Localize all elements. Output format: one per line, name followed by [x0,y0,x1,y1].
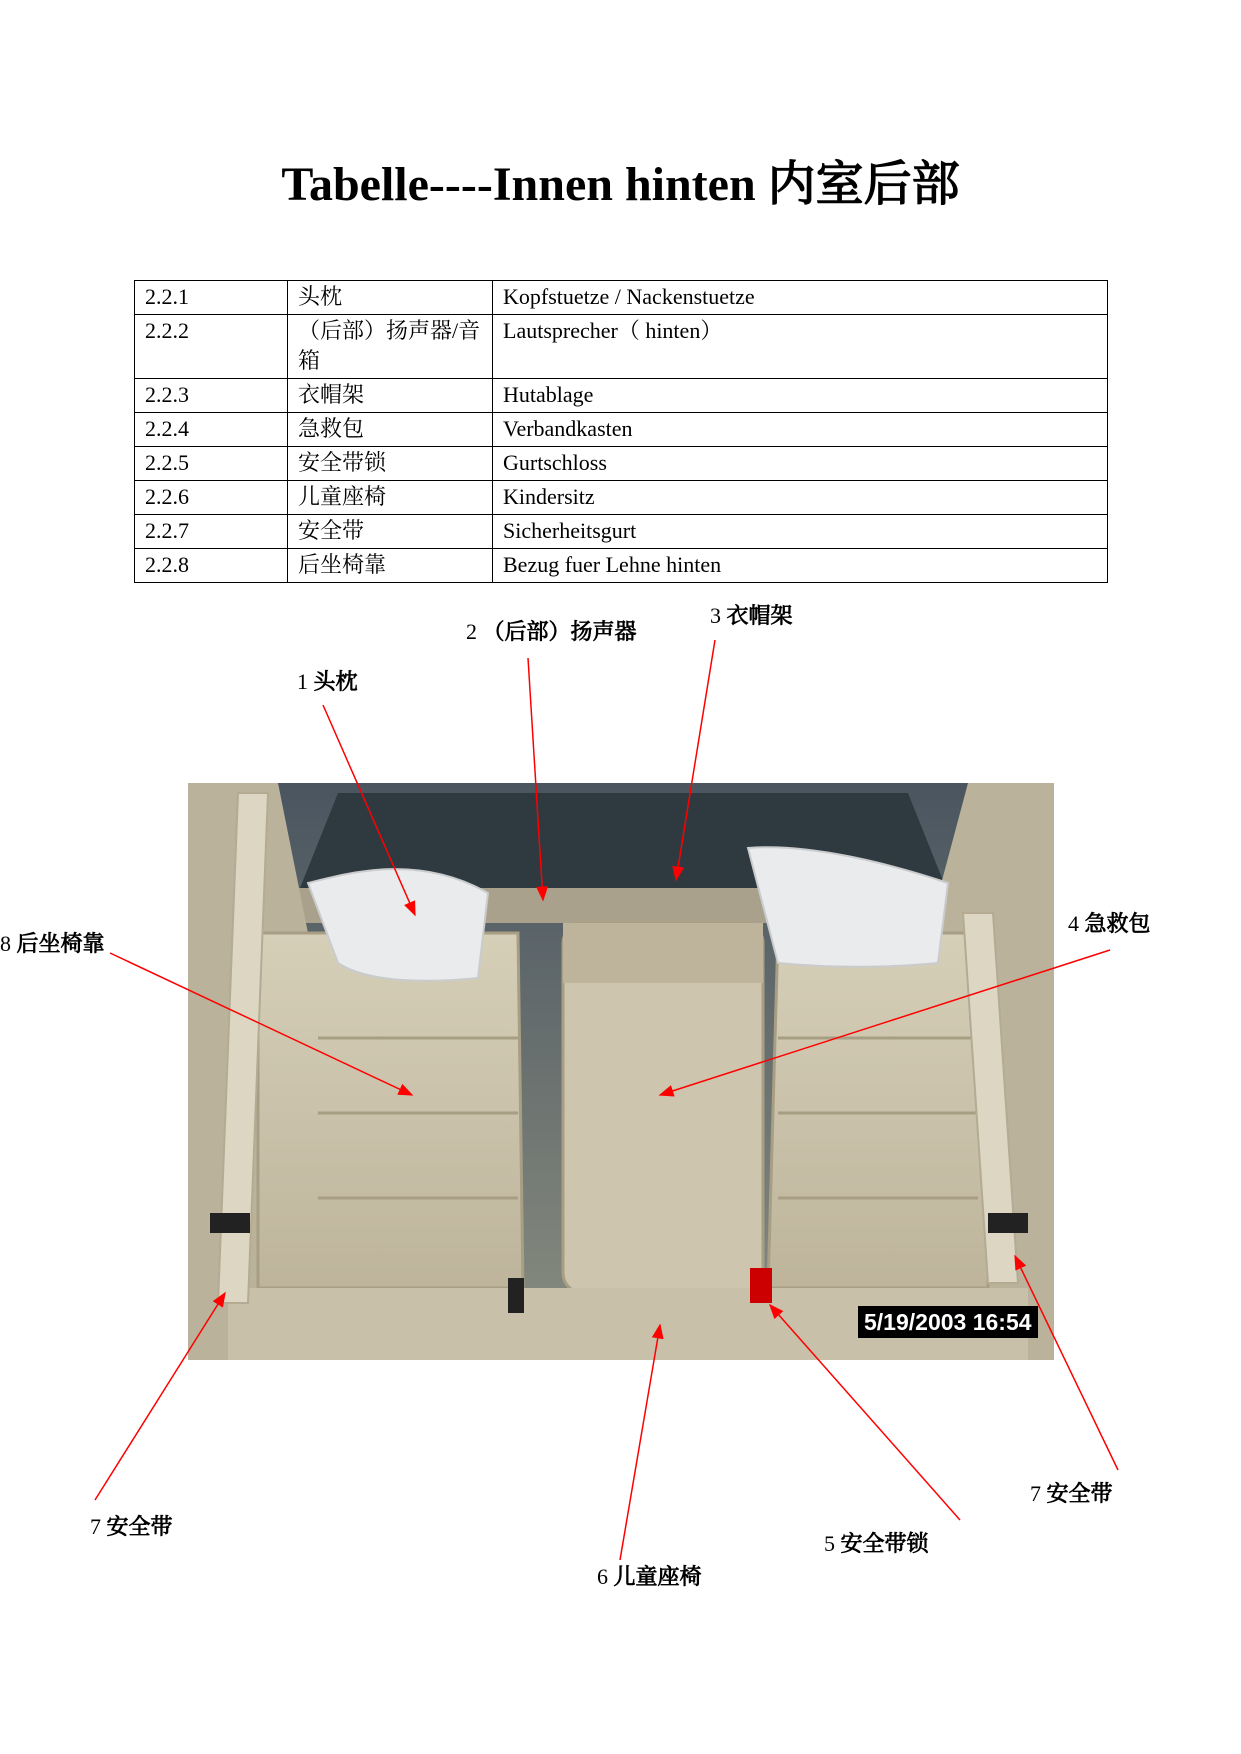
part-name-zh: 安全带锁 [288,447,493,481]
part-code: 2.2.6 [135,481,288,515]
part-name-zh: 后坐椅靠 [288,549,493,583]
part-name-de: Sicherheitsgurt [493,515,1108,549]
arrow-3 [676,640,715,880]
part-name-de: Gurtschloss [493,447,1108,481]
callout-1: 1 头枕 [297,669,358,695]
arrow-4 [660,950,1110,1095]
part-name-de: Kindersitz [493,481,1108,515]
part-name-de: Kopfstuetze / Nackenstuetze [493,281,1108,315]
callout-8: 8 后坐椅靠 [0,931,105,957]
callout-6: 6 儿童座椅 [597,1564,702,1590]
arrow-8 [110,953,412,1095]
arrow-5 [770,1305,960,1520]
arrow-1 [323,705,415,915]
part-name-de: Verbandkasten [493,413,1108,447]
part-name-de: Lautsprecher（ hinten） [493,315,1108,379]
part-name-zh: 衣帽架 [288,379,493,413]
part-code: 2.2.5 [135,447,288,481]
callout-4: 4 急救包 [1068,911,1151,937]
part-code: 2.2.4 [135,413,288,447]
callout-7-right: 7 安全带 [1030,1481,1113,1507]
part-code: 2.2.1 [135,281,288,315]
part-name-zh: 头枕 [288,281,493,315]
part-code: 2.2.7 [135,515,288,549]
part-name-zh: 儿童座椅 [288,481,493,515]
part-name-zh: 安全带 [288,515,493,549]
callout-5: 5 安全带锁 [824,1531,929,1557]
callout-7-left: 7 安全带 [90,1514,173,1540]
page-title: Tabelle----Innen hinten 内室后部 [281,158,960,211]
callout-3: 3 衣帽架 [710,603,793,629]
part-code: 2.2.3 [135,379,288,413]
arrow-7-left [95,1293,225,1500]
arrow-2 [528,658,543,900]
part-name-de: Bezug fuer Lehne hinten [493,549,1108,583]
photo-timestamp: 5/19/2003 16:54 [858,1306,1038,1338]
arrow-7-right [1015,1256,1118,1470]
arrow-6 [620,1325,660,1560]
part-name-zh: （后部）扬声器/音箱 [288,315,493,379]
part-name-de: Hutablage [493,379,1108,413]
callout-2: 2 （后部）扬声器 [466,619,637,645]
part-name-zh: 急救包 [288,413,493,447]
part-code: 2.2.2 [135,315,288,379]
part-code: 2.2.8 [135,549,288,583]
